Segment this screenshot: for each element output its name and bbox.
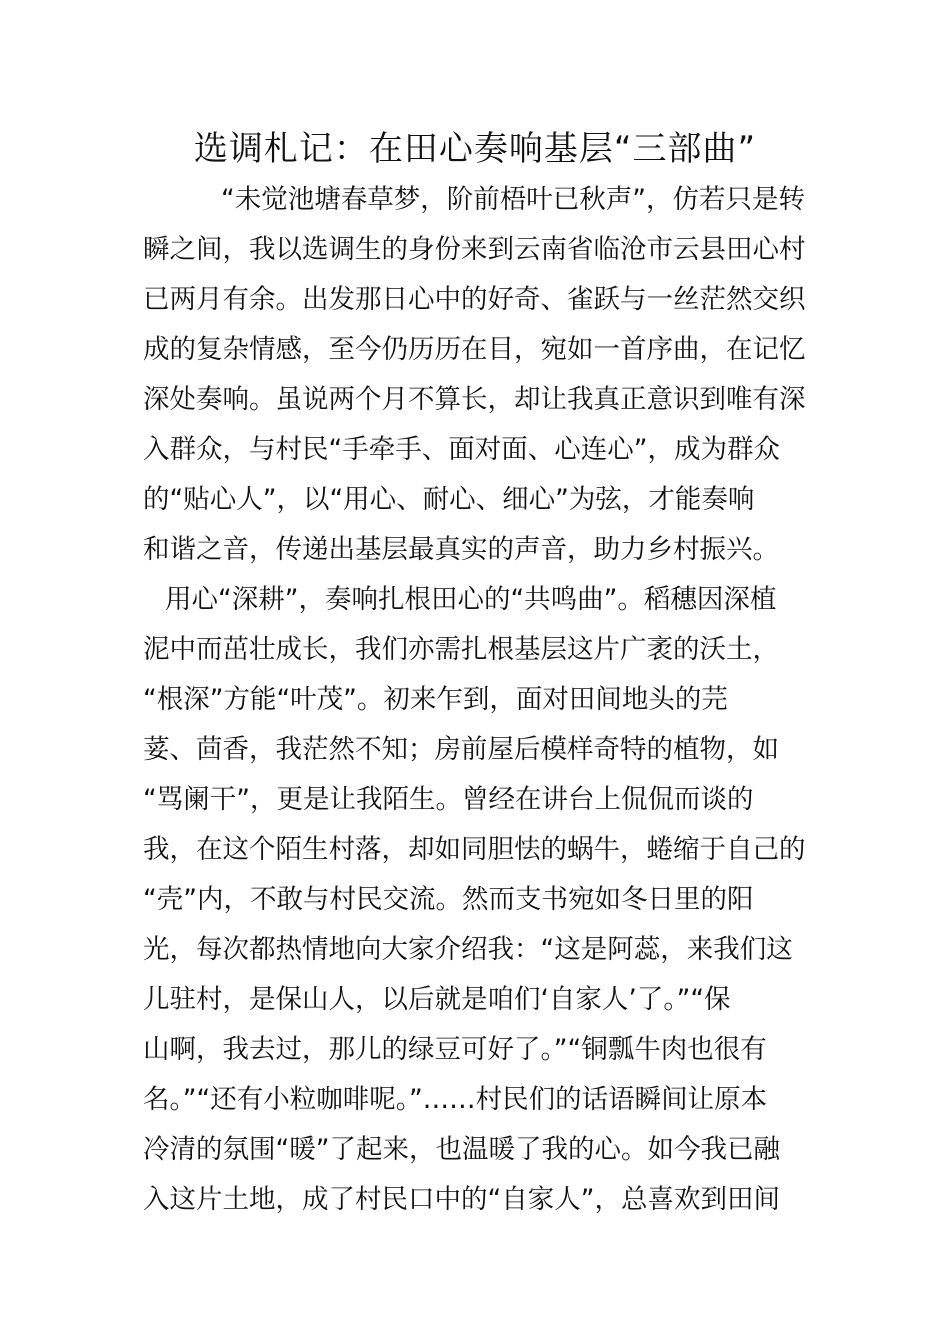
paragraph-1-line: “未觉池塘春草梦，阶前梧叶已秋声”，仿若只是转 <box>221 184 805 215</box>
paragraph-2-line: “壳”内，不敢与村民交流。然而支书宛如冬日里的阳 <box>143 884 754 915</box>
paragraph-2-line: “根深”方能“叶茂”。初来乍到，面对田间地头的芫 <box>143 684 728 715</box>
paragraph-2-line: 入这片土地，成了村民口中的“自家人”，总喜欢到田间 <box>143 1184 780 1215</box>
document-body <box>143 175 809 1225</box>
paragraph-2-line: 冷清的氛围“暖”了起来，也温暖了我的心。如今我已融 <box>143 1134 780 1165</box>
paragraph-2-line: 我，在这个陌生村落，却如同胆怯的蜗牛，蜷缩于自己的 <box>143 834 806 865</box>
paragraph-1-line: 成的复杂情感，至今仍历历在目，宛如一首序曲，在记忆 <box>143 334 806 365</box>
paragraph-2-line: “骂阑干”，更是让我陌生。曾经在讲台上侃侃而谈的 <box>143 784 754 815</box>
paragraph-1-line: 瞬之间，我以选调生的身份来到云南省临沧市云县田心村 <box>143 234 806 265</box>
paragraph-2-line: 儿驻村，是保山人，以后就是咱们‘自家人’了。”“保 <box>143 984 731 1015</box>
paragraph-1-line: 深处奏响。虽说两个月不算长，却让我真正意识到唯有深 <box>143 384 806 415</box>
paragraph-2-line: 荽、茴香，我茫然不知；房前屋后模样奇特的植物，如 <box>143 734 779 765</box>
paragraph-2-line: 光，每次都热情地向大家介绍我：“这是阿蕊，来我们这 <box>143 934 793 965</box>
paragraph-2-line: 用心“深耕”，奏响扎根田心的“共鸣曲”。稻穗因深植 <box>165 584 777 615</box>
document-title: 选调札记：在田心奏响基层“三部曲” <box>193 129 757 169</box>
paragraph-1-line: 入群众，与村民“手牵手、面对面、心连心”，成为群众 <box>143 434 780 465</box>
paragraph-2-line: 山啊，我去过，那儿的绿豆可好了。”“铜瓢牛肉也很有 <box>143 1034 767 1065</box>
paragraph-2-line: 泥中而茁壮成长，我们亦需扎根基层这片广袤的沃土， <box>143 634 779 665</box>
paragraph-1-line: 已两月有余。出发那日心中的好奇、雀跃与一丝茫然交织 <box>143 284 806 315</box>
paragraph-2-line: 名。”“还有小粒咖啡呢。”……村民们的话语瞬间让原本 <box>143 1084 768 1115</box>
paragraph-1-line: 的“贴心人”，以“用心、耐心、细心”为弦，才能奏响 <box>143 484 755 515</box>
paragraph-1-line: 和谐之音，传递出基层最真实的声音，助力乡村振兴。 <box>143 534 779 565</box>
